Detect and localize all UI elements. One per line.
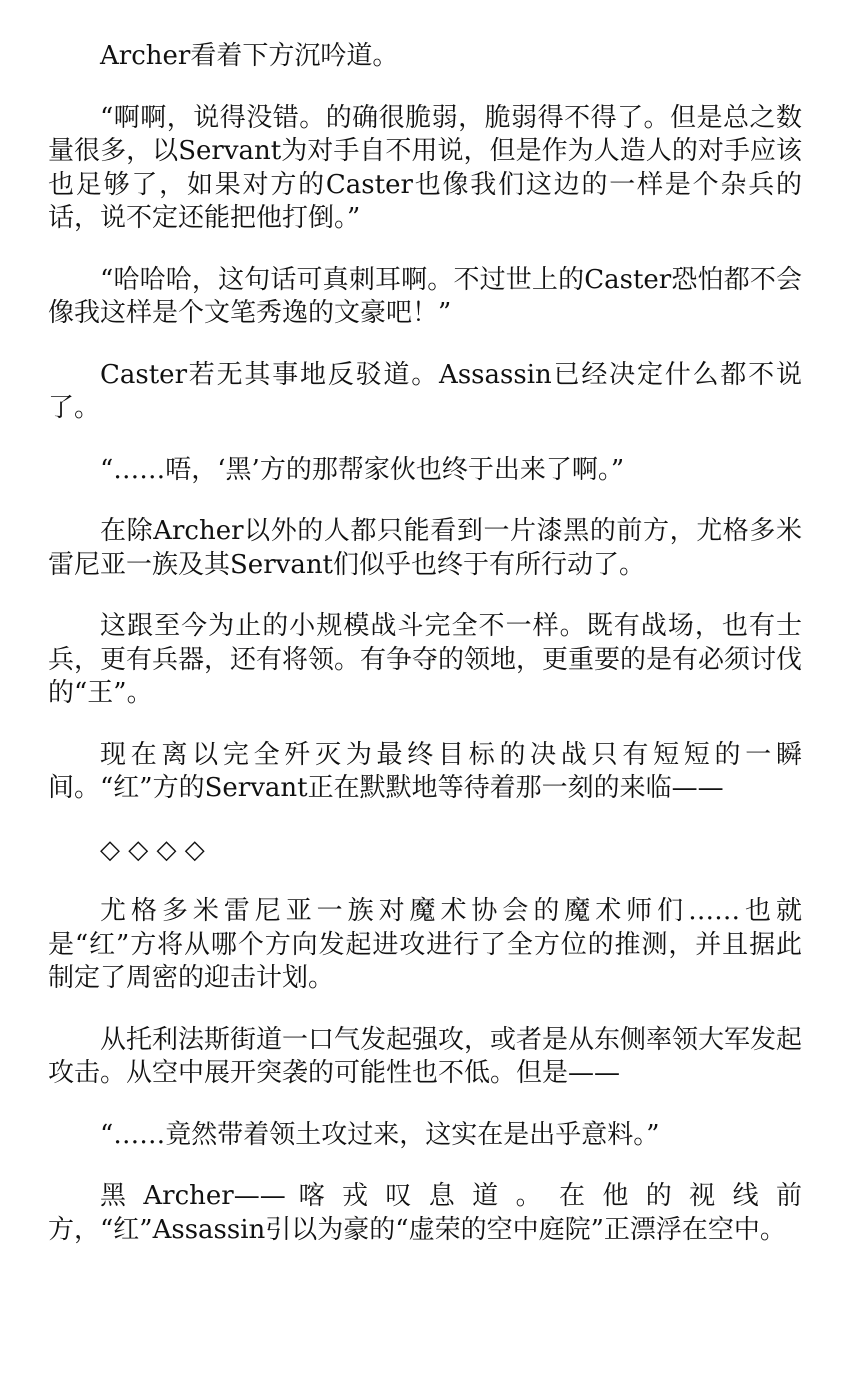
paragraph-6: 在除Archer以外的人都只能看到一片漆黑的前方，尤格多米雷尼亚一族及其Servant们似乎也终于有所行动了。	[48, 516, 802, 580]
paragraph-10: 从托利法斯街道一口气发起强攻，或者是从东侧率领大军发起攻击。从空中展开突袭的可能性也不低。但是——	[48, 1024, 803, 1088]
paragraph-3: “哈哈哈，这句话可真刺耳啊。不过世上的Caster恐怕都不会像我这样是个文笔秀逸的文豪吧！”	[48, 264, 802, 328]
paragraph-11: “……竟然带着领土攻过来，这实在是出乎意料。”	[100, 1119, 660, 1150]
document-page	[48, 40, 802, 1247]
section-divider: ◇ ◇ ◇ ◇	[100, 834, 205, 865]
paragraph-12: 黑 Archer—— 喀 戎 叹 息 道 。 在 他 的 视 线 前 方，“红”Assassin引以为豪的“虚荣的空中庭院”正漂浮在空中。	[48, 1181, 802, 1245]
paragraph-4: Caster若无其事地反驳道。Assassin已经决定什么都不说了。	[48, 359, 802, 423]
paragraph-1: Archer看着下方沉吟道。	[100, 41, 399, 71]
paragraph-7: 这跟至今为止的小规模战斗完全不一样。既有战场，也有士兵，更有兵器，还有将领。有争夺的领地，更重要的是有必须讨伐的“王”。	[48, 611, 803, 708]
paragraph-8: 现在离以完全歼灭为最终目标的决战只有短短的一瞬间。“红”方的Servant正在默默地等待着那一刻的来临——	[48, 739, 802, 803]
paragraph-2: “啊啊，说得没错。的确很脆弱，脆弱得不得了。但是总之数量很多，以Servant为对手自不用说，但是作为人造人的对手应该也足够了，如果对方的Caster也像我们这边的一样是个杂兵的话，说不定还能把他打倒。”	[48, 102, 802, 233]
paragraph-9: 尤格多米雷尼亚一族对魔术协会的魔术师们……也就是“红”方将从哪个方向发起进攻进行了全方位的推测，并且据此制定了周密的迎击计划。	[48, 896, 802, 993]
paragraph-5: “……唔，‘黑’方的那帮家伙也终于出来了啊。”	[100, 454, 625, 485]
